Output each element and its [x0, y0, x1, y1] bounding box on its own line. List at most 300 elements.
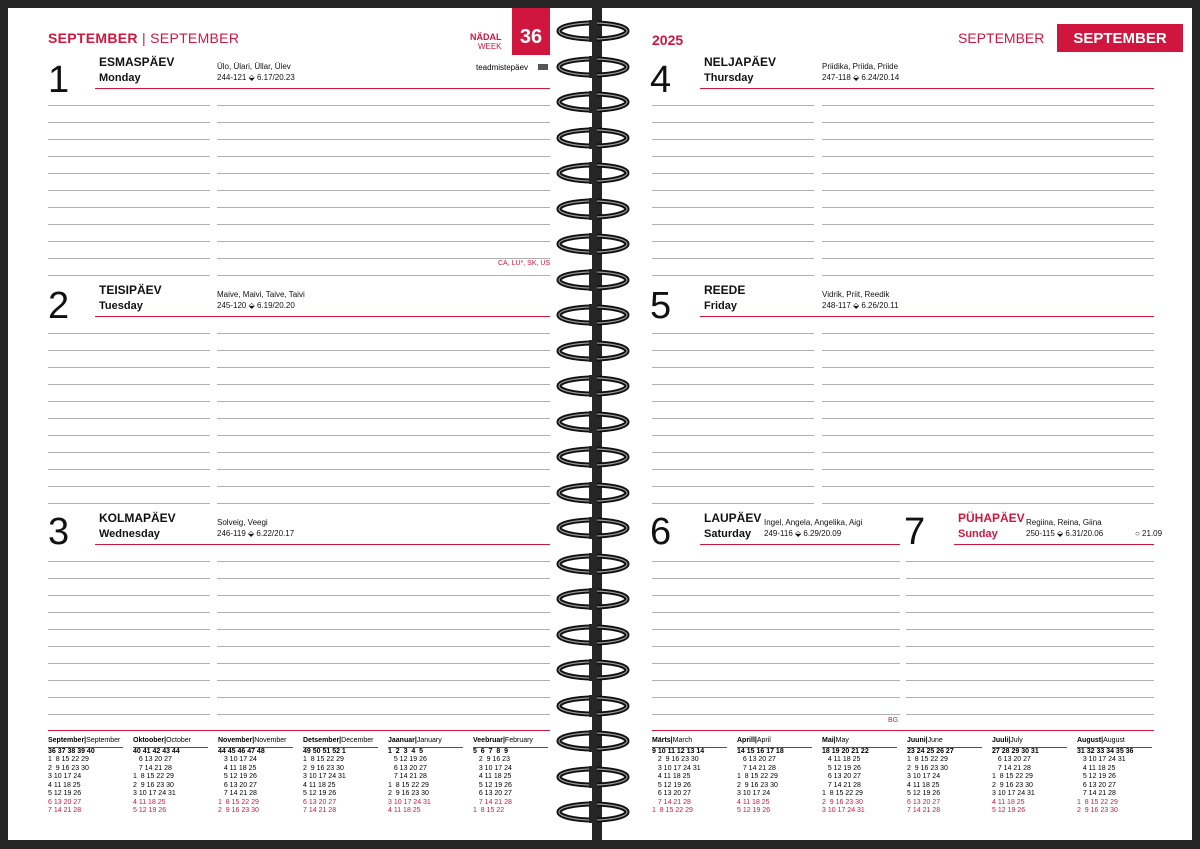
calendar-row: 1 8 15 22 29	[822, 790, 863, 797]
ruled-line	[652, 612, 900, 613]
calendar-row: 5 12 19 26	[218, 773, 257, 780]
ruled-line	[48, 333, 210, 334]
left-month-header: SEPTEMBER | SEPTEMBER	[48, 30, 240, 46]
ruled-line	[48, 275, 210, 276]
calendar-row: 7 14 21 28	[822, 781, 861, 789]
ruled-line	[217, 139, 550, 140]
calendar-row: 2 9 16 23 30	[737, 781, 778, 789]
ruled-line	[217, 401, 550, 402]
ruled-line	[822, 452, 1154, 453]
calendar-row: 5 12 19 26	[652, 781, 691, 789]
calendar-row: 2 9 16 23 30	[1077, 807, 1118, 814]
ruled-line	[217, 561, 550, 562]
day-name: REEDE Friday	[704, 283, 746, 312]
ruled-line	[822, 139, 1154, 140]
calendar-row: 2 9 16 23 30	[303, 764, 344, 772]
ruled-line	[906, 680, 1154, 681]
calendar-row: 2 9 16 23 30	[48, 764, 89, 772]
ruled-line	[906, 646, 1154, 647]
spiral-ring	[556, 446, 630, 468]
calendar-row: 7 14 21 28	[473, 798, 512, 806]
ruled-line	[217, 595, 550, 596]
day-name: ESMASPÄEV Monday	[99, 55, 175, 84]
calendar-row: 7 14 21 28	[303, 807, 337, 814]
ruled-line	[906, 561, 1154, 562]
calendar-row: 7 14 21 28	[218, 790, 257, 797]
mini-calendar-title: Juuli|July	[992, 737, 1067, 748]
ruled-line	[652, 401, 814, 402]
ruled-line	[48, 503, 210, 504]
day-divider	[95, 316, 550, 317]
week-numbers: 49 50 51 52 1	[303, 747, 346, 755]
ruled-line	[217, 258, 550, 259]
calendar-row: 1 8 15 22 29	[303, 756, 344, 763]
ruled-line	[652, 435, 814, 436]
calendar-row: 7 14 21 28	[388, 773, 427, 780]
calendar-row: 4 11 18 25	[388, 807, 421, 814]
ruled-line	[652, 156, 814, 157]
ruled-line	[48, 697, 210, 698]
mini-calendar-title: Jaanuar|January	[388, 737, 463, 748]
spiral-ring	[556, 375, 630, 397]
sun-info: 249-116 ⬙ 6.29/20.09	[764, 529, 842, 538]
ruled-line	[822, 418, 1154, 419]
ruled-line	[822, 333, 1154, 334]
mini-calendar-title: Oktoober|October	[133, 737, 208, 748]
ruled-line	[48, 561, 210, 562]
ruled-line	[48, 241, 210, 242]
calendar-row: 5 12 19 26	[822, 764, 861, 772]
ruled-line	[652, 350, 814, 351]
right-page	[602, 8, 1192, 840]
calendar-row: 7 14 21 28	[737, 764, 776, 772]
ruled-line	[48, 435, 210, 436]
week-numbers: 31 32 33 34 35 36	[1077, 747, 1134, 755]
calendar-row: 6 13 20 27	[218, 781, 257, 789]
spiral-ring	[556, 588, 630, 610]
mini-calendar-september	[48, 737, 123, 816]
calendar-row: 6 13 20 27	[737, 756, 776, 763]
name-days: Ülo, Ülari, Üllar, Ülev 244-121 ⬙ 6.17/20.23	[217, 62, 295, 82]
ruled-line	[822, 350, 1154, 351]
day-divider	[95, 88, 550, 89]
calendar-row: 4 11 18 25	[822, 756, 861, 763]
calendar-divider	[652, 730, 1154, 731]
spiral-ring	[556, 127, 630, 149]
ruled-line	[217, 173, 550, 174]
calendar-row: 7 14 21 28	[1077, 790, 1116, 797]
ruled-line	[217, 190, 550, 191]
mini-calendar-july	[992, 737, 1067, 816]
ruled-line	[48, 680, 210, 681]
ruled-line	[217, 469, 550, 470]
year-label: 2025	[652, 32, 684, 48]
calendar-row: 2 9 16 23 30	[907, 764, 948, 772]
day-name-sunday: PÜHAPÄEV Sunday	[958, 511, 1025, 540]
month-label-en: SEPTEMBER	[1057, 24, 1183, 52]
ruled-line	[48, 367, 210, 368]
calendar-row: 2 9 16 23	[473, 756, 510, 763]
ruled-line	[217, 503, 550, 504]
ruled-line	[652, 122, 814, 123]
calendar-row: 1 8 15 22 29	[992, 773, 1033, 780]
ruled-line	[48, 401, 210, 402]
ruled-line	[652, 697, 900, 698]
ruled-line	[822, 469, 1154, 470]
ruled-line	[652, 663, 900, 664]
ruled-line	[217, 367, 550, 368]
spiral-ring	[556, 517, 630, 539]
name-days: Vidrik, Priit, Reedik 248-117 ⬙ 6.26/20.11	[822, 290, 899, 310]
ruled-line	[217, 646, 550, 647]
calendar-row: 4 11 18 25	[473, 773, 512, 780]
ruled-line	[48, 156, 210, 157]
calendar-row: 4 11 18 25	[133, 798, 166, 806]
week-numbers: 23 24 25 26 27	[907, 747, 954, 755]
ruled-line	[906, 612, 1154, 613]
name-days: Solveig, Veegi 246-119 ⬙ 6.22/20.17	[217, 518, 295, 538]
calendar-row: 3 10 17 24	[48, 773, 82, 780]
ruled-line	[48, 663, 210, 664]
calendar-row: 6 13 20 27	[907, 798, 941, 806]
calendar-row: 4 11 18 25	[303, 781, 336, 789]
mini-calendar-august	[1077, 737, 1152, 816]
calendar-row: 1 8 15 22 29	[907, 756, 948, 763]
calendar-row: 2 9 16 23 30	[388, 790, 429, 797]
mini-calendar-february	[473, 737, 548, 816]
calendar-row: 1 8 15 22	[473, 807, 505, 814]
ruled-line	[217, 486, 550, 487]
ruled-line	[906, 714, 1154, 715]
mini-calendar-april	[737, 737, 812, 816]
day-divider	[954, 544, 1154, 545]
calendar-row: 4 11 18 25	[992, 798, 1025, 806]
ruled-line	[906, 629, 1154, 630]
ruled-line	[822, 224, 1154, 225]
ruled-line	[217, 275, 550, 276]
ruled-line	[217, 241, 550, 242]
mini-calendar-title: August|August	[1077, 737, 1152, 748]
ruled-line	[822, 241, 1154, 242]
name-days: Ingel, Angela, Angelika, Aigi	[764, 518, 863, 527]
calendar-row: 3 10 17 24	[907, 773, 941, 780]
day-number: 6	[650, 511, 672, 553]
day-number: 2	[48, 285, 70, 327]
calendar-row: 5 12 19 26	[473, 781, 512, 789]
calendar-row: 6 13 20 27	[652, 790, 691, 797]
calendar-row: 7 14 21 28	[133, 764, 172, 772]
flag-icon	[538, 64, 548, 70]
mini-calendar-title: Aprill|April	[737, 737, 812, 748]
spiral-ring	[556, 162, 630, 184]
ruled-line	[652, 469, 814, 470]
ruled-line	[822, 156, 1154, 157]
week-numbers: 18 19 20 21 22	[822, 747, 869, 755]
ruled-line	[822, 258, 1154, 259]
ruled-line	[48, 612, 210, 613]
ruled-line	[48, 629, 210, 630]
ruled-line	[217, 384, 550, 385]
ruled-line	[217, 122, 550, 123]
ruled-line	[906, 595, 1154, 596]
ruled-line	[48, 714, 210, 715]
ruled-line	[652, 258, 814, 259]
ruled-line	[217, 333, 550, 334]
holiday-countries: CA, LU*, SK, US	[498, 260, 551, 267]
calendar-row: 1 8 15 22 29	[133, 773, 174, 780]
calendar-row: 3 10 17 24 31	[133, 790, 176, 797]
spiral-ring	[556, 340, 630, 362]
calendar-row: 3 10 17 24 31	[992, 790, 1035, 797]
ruled-line	[217, 612, 550, 613]
spiral-ring	[556, 20, 630, 42]
ruled-line	[217, 663, 550, 664]
ruled-line	[652, 105, 814, 106]
ruled-line	[652, 646, 900, 647]
ruled-line	[48, 224, 210, 225]
ruled-line	[48, 122, 210, 123]
mini-calendar-title: Veebruar|February	[473, 737, 548, 748]
ruled-line	[652, 561, 900, 562]
calendar-row: 3 10 17 24	[737, 790, 771, 797]
ruled-line	[217, 435, 550, 436]
ruled-line	[906, 697, 1154, 698]
calendar-row: 3 10 17 24 31	[388, 798, 431, 806]
calendar-row: 2 9 16 23 30	[218, 807, 259, 814]
calendar-row: 2 9 16 23 30	[133, 781, 174, 789]
calendar-row: 4 11 18 25	[652, 773, 691, 780]
calendar-row: 1 8 15 22 29	[48, 756, 89, 763]
ruled-line	[48, 105, 210, 106]
ruled-line	[822, 275, 1154, 276]
mini-calendar-title: Mai|May	[822, 737, 897, 748]
calendar-row: 6 13 20 27	[992, 756, 1031, 763]
ruled-line	[48, 486, 210, 487]
mini-calendar-title: November|November	[218, 737, 293, 748]
ruled-line	[652, 714, 900, 715]
day-number: 3	[48, 511, 70, 553]
mini-calendar-march	[652, 737, 727, 816]
calendar-row: 5 12 19 26	[48, 790, 82, 797]
ruled-line	[217, 105, 550, 106]
week-numbers: 27 28 29 30 31	[992, 747, 1039, 755]
calendar-row: 3 10 17 24	[473, 764, 512, 772]
spiral-ring	[556, 553, 630, 575]
spiral-binding	[556, 20, 630, 830]
spiral-ring	[556, 624, 630, 646]
holiday-countries: BG	[888, 717, 899, 724]
ruled-line	[652, 207, 814, 208]
ruled-line	[217, 418, 550, 419]
calendar-row: 6 13 20 27	[1077, 781, 1116, 789]
calendar-row: 3 10 17 24 31	[652, 764, 701, 772]
day-name: KOLMAPÄEV Wednesday	[99, 511, 176, 540]
mini-calendar-october	[133, 737, 208, 816]
calendar-row: 4 11 18 25	[907, 781, 940, 789]
calendar-row: 4 11 18 25	[737, 798, 770, 806]
day-number: 5	[650, 285, 672, 327]
ruled-line	[652, 680, 900, 681]
name-days: Maive, Maivi, Taive, Taivi 245-120 ⬙ 6.19/20.20	[217, 290, 305, 310]
calendar-row: 1 8 15 22 29	[218, 798, 259, 806]
calendar-row: 1 8 15 22 29	[388, 781, 429, 789]
calendar-row: 6 13 20 27	[822, 773, 861, 780]
ruled-line	[822, 384, 1154, 385]
spiral-ring	[556, 56, 630, 78]
mini-calendar-title: Juuni|June	[907, 737, 982, 748]
ruled-line	[48, 207, 210, 208]
spiral-ring	[556, 304, 630, 326]
ruled-line	[652, 173, 814, 174]
spiral-ring	[556, 482, 630, 504]
calendar-row: 2 9 16 23 30	[992, 781, 1033, 789]
ruled-line	[822, 503, 1154, 504]
spiral-ring	[556, 269, 630, 291]
day-number: 1	[48, 59, 70, 101]
ruled-line	[822, 173, 1154, 174]
ruled-line	[652, 275, 814, 276]
spiral-ring	[556, 730, 630, 752]
ruled-line	[822, 207, 1154, 208]
ruled-line	[48, 139, 210, 140]
spiral-ring	[556, 411, 630, 433]
ruled-line	[48, 350, 210, 351]
ruled-line	[652, 629, 900, 630]
ruled-line	[822, 190, 1154, 191]
mini-calendar-title: Detsember|December	[303, 737, 378, 748]
mini-calendar-december	[303, 737, 378, 816]
spiral-ring	[556, 233, 630, 255]
calendar-row: 2 9 16 23 30	[822, 798, 863, 806]
calendar-row: 6 13 20 27	[133, 756, 172, 763]
left-page	[8, 8, 592, 840]
calendar-row: 5 12 19 26	[133, 807, 167, 814]
calendar-row: 5 12 19 26	[1077, 773, 1116, 780]
calendar-row: 5 12 19 26	[388, 756, 427, 763]
day-name: NELJAPÄEV Thursday	[704, 55, 777, 84]
ruled-line	[217, 156, 550, 157]
day-divider	[700, 88, 1154, 89]
mini-calendar-june	[907, 737, 982, 816]
name-days: Priidika, Priida, Priide 247-118 ⬙ 6.24/20.14	[822, 62, 900, 82]
ruled-line	[822, 486, 1154, 487]
calendar-row: 1 8 15 22 29	[652, 807, 693, 814]
day-number: 4	[650, 59, 672, 101]
calendar-row: 3 10 17 24 31	[303, 773, 346, 780]
ruled-line	[217, 680, 550, 681]
week-label: NÄDAL WEEK	[470, 32, 502, 51]
day-divider	[95, 544, 550, 545]
day-divider	[700, 316, 1154, 317]
ruled-line	[217, 207, 550, 208]
spiral-ring	[556, 91, 630, 113]
ruled-line	[822, 122, 1154, 123]
moon-phase: ○ 21.09	[1135, 529, 1163, 538]
calendar-row: 6 13 20 27	[48, 798, 82, 806]
ruled-line	[652, 486, 814, 487]
ruled-line	[217, 452, 550, 453]
mini-calendar-november	[218, 737, 293, 816]
week-numbers: 40 41 42 43 44	[133, 747, 180, 755]
spiral-ring	[556, 801, 630, 823]
ruled-line	[217, 578, 550, 579]
calendar-row: 6 13 20 27	[473, 790, 512, 797]
ruled-line	[652, 595, 900, 596]
calendar-row: 3 10 17 24 31	[1077, 756, 1126, 763]
ruled-line	[217, 350, 550, 351]
ruled-line	[822, 435, 1154, 436]
spiral-ring	[556, 766, 630, 788]
day-divider	[700, 544, 900, 545]
week-number-badge: 36	[512, 8, 550, 55]
ruled-line	[652, 224, 814, 225]
calendar-row: 7 14 21 28	[992, 764, 1031, 772]
ruled-line	[652, 190, 814, 191]
mini-calendar-january	[388, 737, 463, 816]
calendar-row: 7 14 21 28	[48, 807, 82, 814]
week-numbers: 14 15 16 17 18	[737, 747, 784, 755]
ruled-line	[48, 595, 210, 596]
ruled-line	[652, 452, 814, 453]
mini-calendar-title: September|September	[48, 737, 123, 748]
ruled-line	[217, 224, 550, 225]
mini-calendar-may	[822, 737, 897, 816]
week-numbers: 1 2 3 4 5	[388, 747, 424, 755]
week-numbers: 9 10 11 12 13 14	[652, 747, 705, 755]
ruled-line	[48, 578, 210, 579]
calendar-divider	[48, 730, 550, 731]
ruled-line	[822, 401, 1154, 402]
calendar-row: 7 14 21 28	[652, 798, 691, 806]
ruled-line	[652, 241, 814, 242]
ruled-line	[652, 384, 814, 385]
ruled-line	[48, 384, 210, 385]
calendar-row: 4 11 18 25	[1077, 764, 1116, 772]
week-numbers: 5 6 7 8 9	[473, 747, 509, 755]
calendar-row: 4 11 18 25	[48, 781, 81, 789]
ruled-line	[652, 333, 814, 334]
calendar-row: 3 10 17 24 31	[822, 807, 865, 814]
ruled-line	[48, 190, 210, 191]
ruled-line	[48, 173, 210, 174]
holiday-note: teadmistepäev	[476, 63, 529, 72]
ruled-line	[217, 697, 550, 698]
calendar-row: 6 13 20 27	[303, 798, 337, 806]
week-numbers: 36 37 38 39 40	[48, 747, 95, 755]
day-number-sunday: 7	[904, 511, 926, 553]
mini-calendar-title: Märts|March	[652, 737, 727, 748]
ruled-line	[906, 663, 1154, 664]
ruled-line	[48, 452, 210, 453]
ruled-line	[652, 578, 900, 579]
ruled-line	[652, 503, 814, 504]
calendar-row: 4 11 18 25	[218, 764, 257, 772]
ruled-line	[48, 258, 210, 259]
day-name: TEISIPÄEV Tuesday	[99, 283, 162, 312]
ruled-line	[822, 105, 1154, 106]
ruled-line	[652, 139, 814, 140]
calendar-row: 2 9 16 23 30	[652, 756, 699, 763]
spiral-ring	[556, 695, 630, 717]
calendar-row: 5 12 19 26	[303, 790, 337, 797]
ruled-line	[906, 578, 1154, 579]
calendar-row: 5 12 19 26	[907, 790, 941, 797]
ruled-line	[652, 367, 814, 368]
ruled-line	[217, 714, 550, 715]
calendar-row: 5 12 19 26	[737, 807, 771, 814]
ruled-line	[217, 629, 550, 630]
name-days: Regiina, Reina, Giina 250-115 ⬙ 6.31/20.06	[1026, 518, 1104, 538]
